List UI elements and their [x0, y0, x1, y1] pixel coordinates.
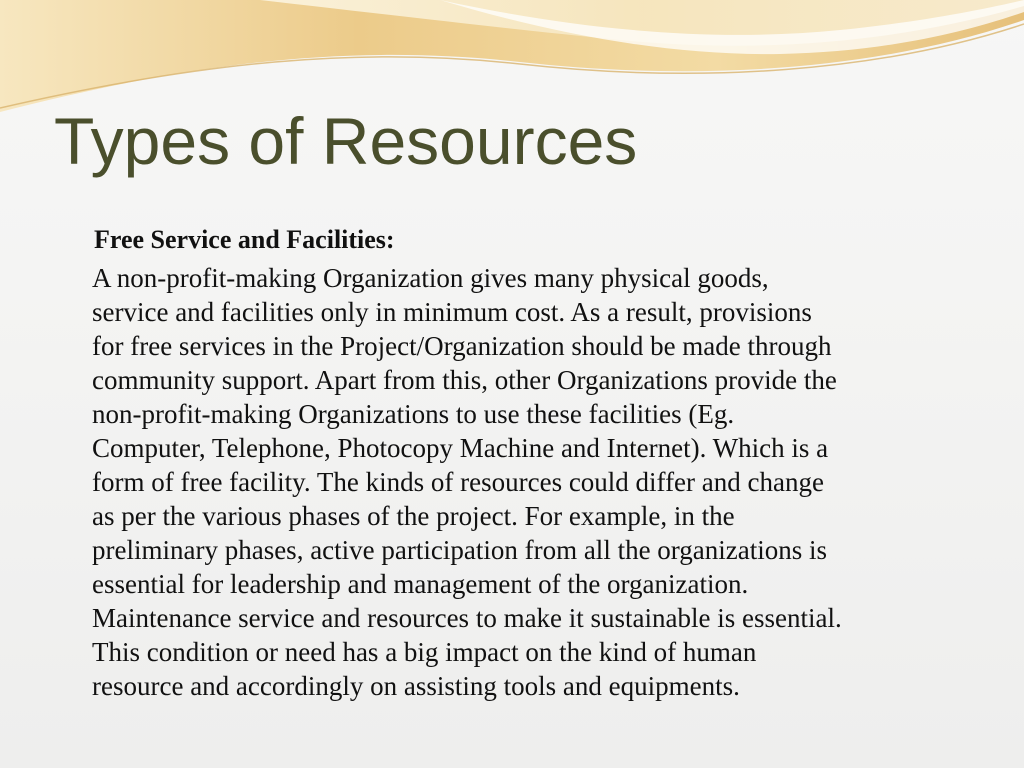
section-subheading: Free Service and Facilities: [94, 225, 395, 254]
slide-content [92, 223, 972, 703]
slide-title: Types of Resources [54, 104, 638, 178]
body-paragraph: A non-profit-making Organization gives many physical goods, service and facilities only in minimum cost. As a result, provisions for free services in the Project/Organization should be made through community support. Apart from this, other Organizations provide the non-profit-making Organizations to use these facilities (Eg. Computer, Telephone, Photocopy Machine and Internet). Which is a form of free facility. The kinds of resources could differ and change as per the various phases of the project. For example, in the preliminary phases, active participation from all the organizations is essential for leadership and management of the organization. Maintenance service and resources to make it sustainable is essential. This condition or need has a big impact on the kind of human resource and accordingly on assisting tools and equipments. [92, 263, 842, 701]
